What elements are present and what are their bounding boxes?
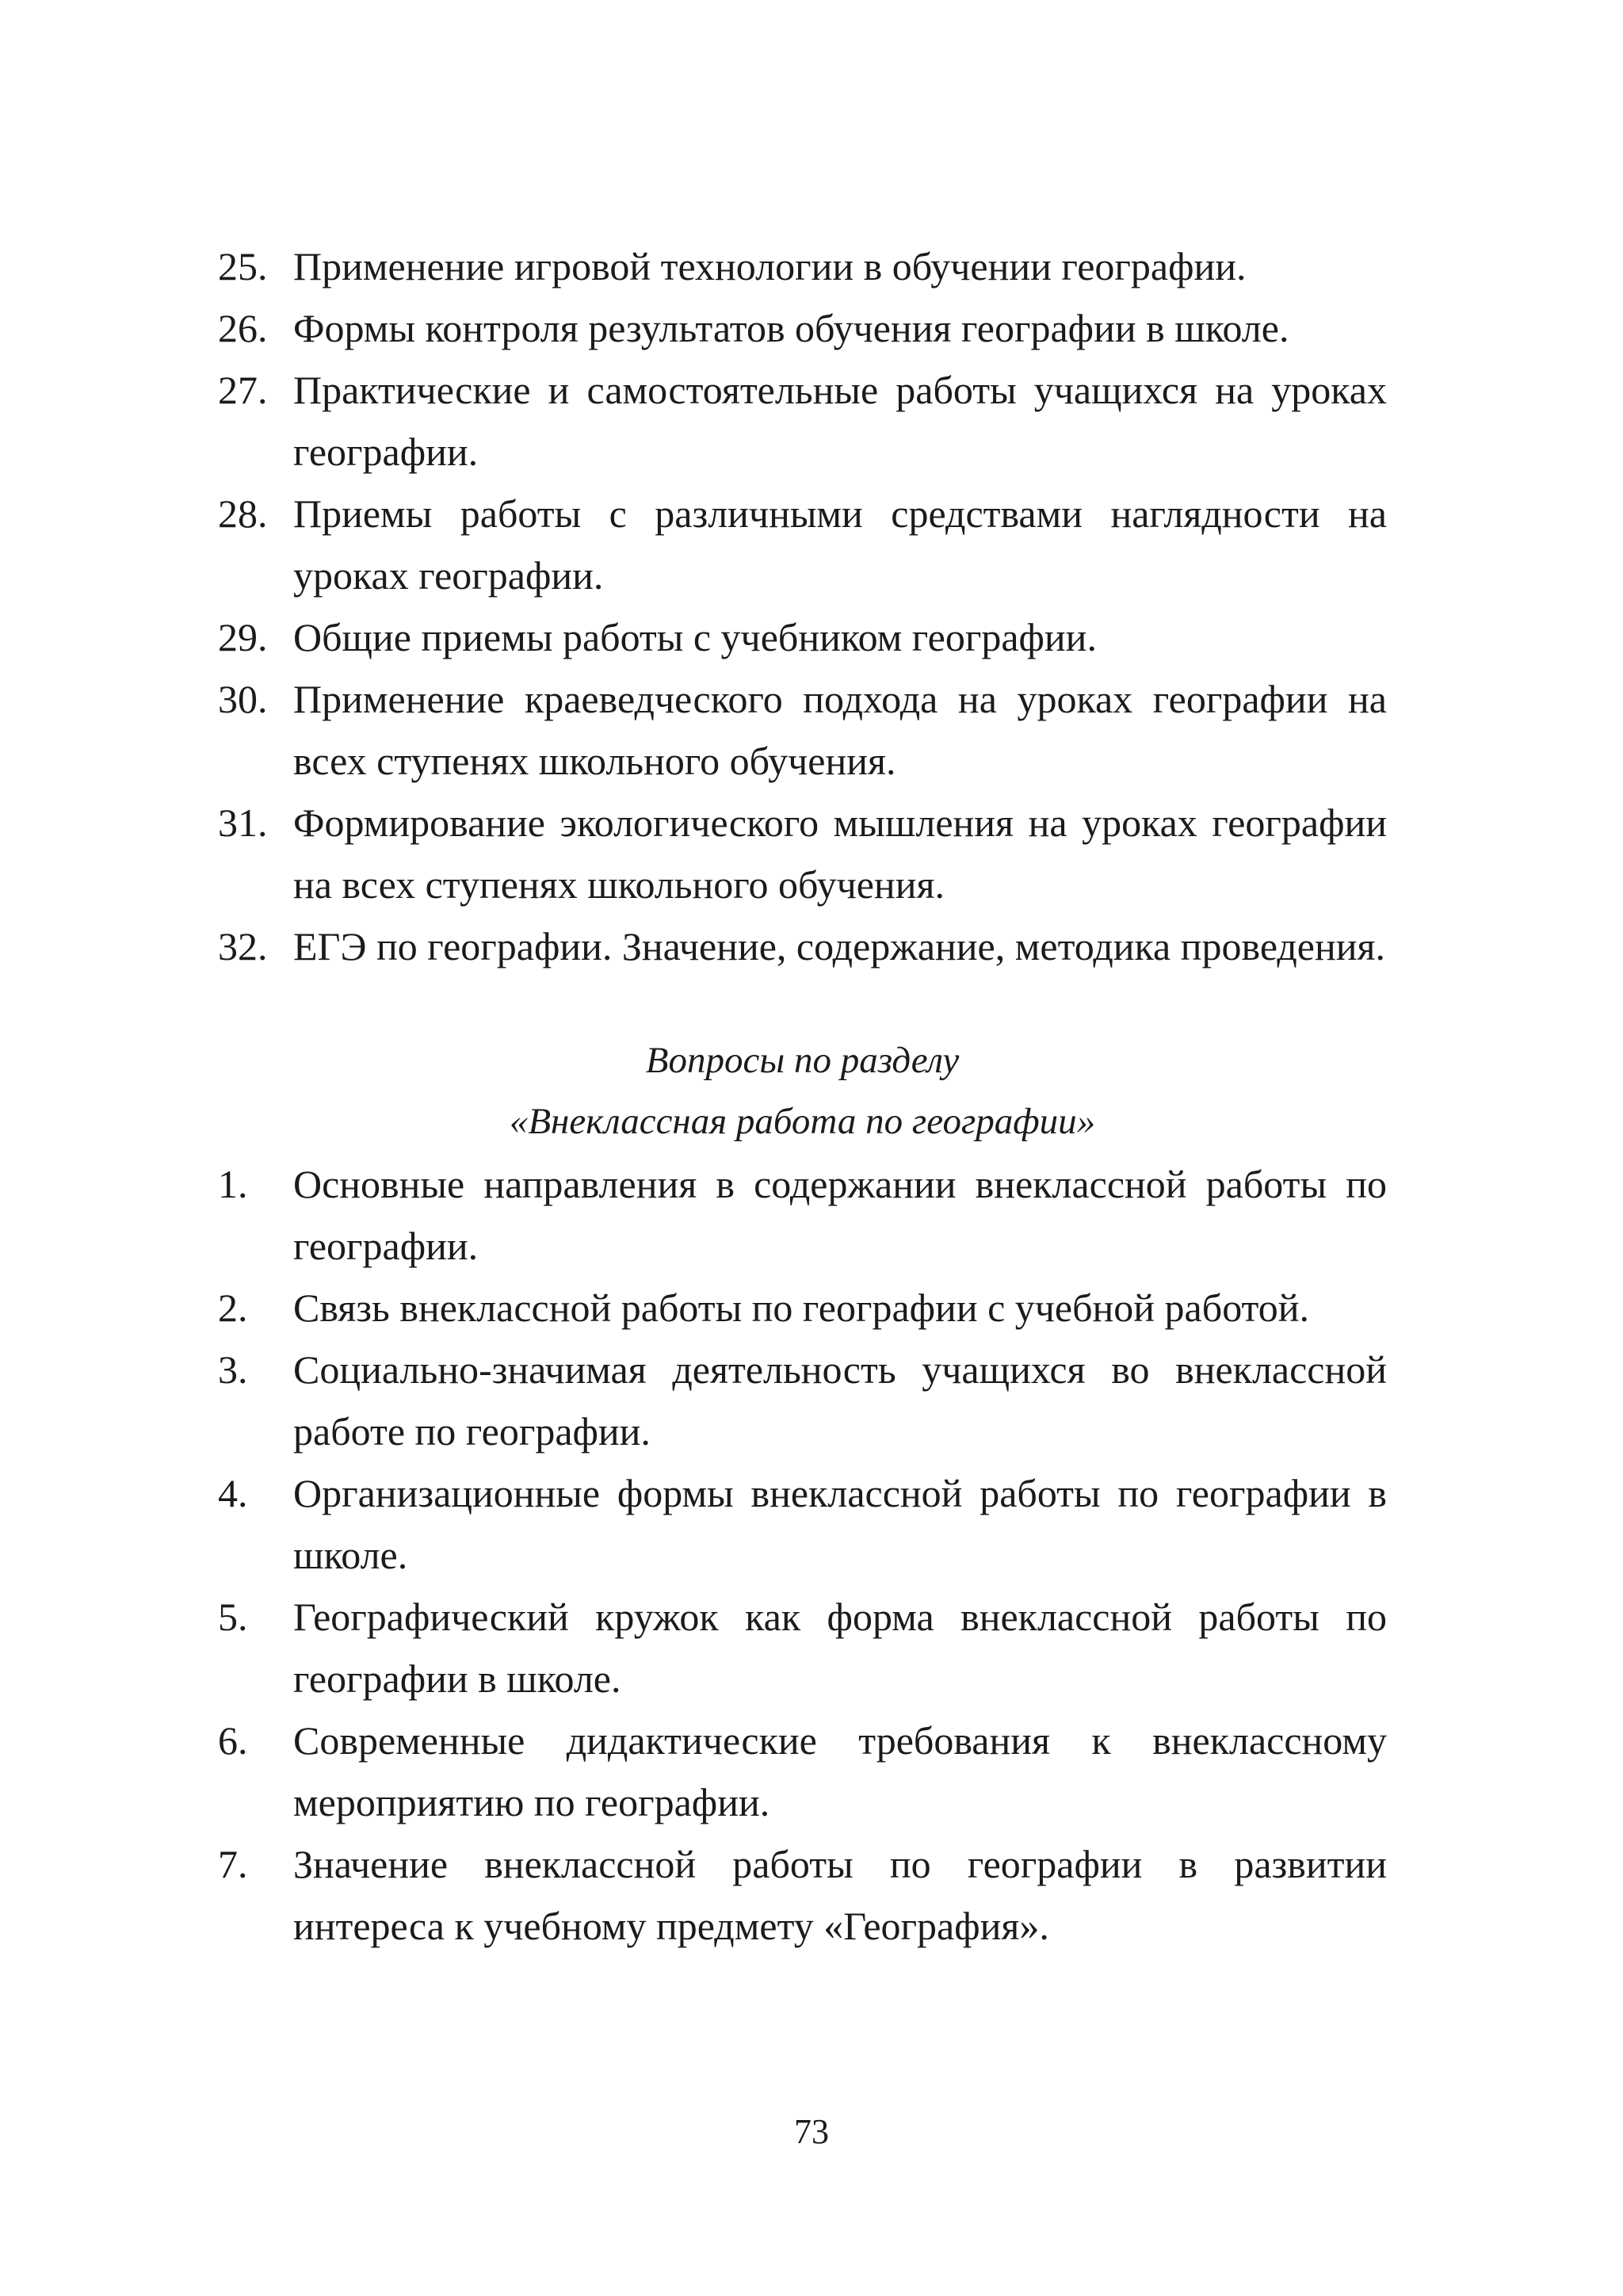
list-item	[218, 1586, 1387, 1710]
item-number: 29.	[218, 615, 268, 659]
item-text: ЕГЭ по географии. Значение, содержание, методика проведения.	[293, 924, 1386, 968]
list-item	[218, 359, 1387, 483]
list-item	[218, 792, 1387, 915]
item-number: 1.	[218, 1162, 248, 1206]
item-number: 27.	[218, 368, 268, 412]
list-item	[218, 235, 1387, 297]
section-heading	[218, 1030, 1387, 1152]
item-text: Географический кружок как форма внеклассной работы по географии в школе.	[293, 1595, 1387, 1701]
list-item	[218, 1462, 1387, 1586]
item-number: 2.	[218, 1286, 248, 1330]
list-item	[218, 1153, 1387, 1277]
item-text: Практические и самостоятельные работы учащихся на уроках географии.	[293, 368, 1387, 474]
list-item	[218, 1833, 1387, 1957]
page-number: 73	[794, 2112, 829, 2151]
item-number: 26.	[218, 306, 268, 350]
list-item	[218, 1277, 1387, 1339]
list-item	[218, 297, 1387, 359]
item-number: 28.	[218, 491, 268, 536]
item-number: 7.	[218, 1842, 248, 1886]
question-list-extracurricular	[218, 1153, 1387, 1957]
question-list-main	[218, 235, 1387, 977]
list-item	[218, 606, 1387, 668]
item-text: Формирование экологического мышления на уроках географии на всех ступенях школьного обучения.	[293, 800, 1387, 907]
list-item	[218, 483, 1387, 606]
item-number: 30.	[218, 677, 268, 721]
item-number: 25.	[218, 244, 268, 288]
list-item	[218, 915, 1387, 977]
item-number: 32.	[218, 924, 268, 968]
item-text: Современные дидактические требования к внеклассному мероприятию по географии.	[293, 1718, 1387, 1824]
item-text: Приемы работы с различными средствами наглядности на уроках географии.	[293, 491, 1387, 598]
item-text: Формы контроля результатов обучения географии в школе.	[293, 306, 1289, 350]
item-number: 3.	[218, 1347, 248, 1392]
item-number: 6.	[218, 1718, 248, 1763]
item-text: Значение внеклассной работы по географии в развитии интереса к учебному предмету «География».	[293, 1842, 1387, 1948]
item-text: Основные направления в содержании внеклассной работы по географии.	[293, 1162, 1387, 1268]
item-text: Применение игровой технологии в обучении географии.	[293, 244, 1247, 288]
list-item	[218, 1710, 1387, 1833]
list-item	[218, 1339, 1387, 1462]
item-text: Связь внеклассной работы по географии с учебной работой.	[293, 1286, 1309, 1330]
item-number: 5.	[218, 1595, 248, 1639]
item-number: 4.	[218, 1471, 248, 1515]
section-heading-line-1: Вопросы по разделу	[645, 1040, 960, 1081]
item-text: Социально-значимая деятельность учащихся во внеклассной работе по географии.	[293, 1347, 1387, 1454]
section-heading-line-2: «Внеклассная работа по географии»	[509, 1101, 1096, 1142]
item-text: Применение краеведческого подхода на уроках географии на всех ступенях школьного обучения.	[293, 677, 1387, 783]
item-number: 31.	[218, 800, 268, 845]
item-text: Общие приемы работы с учебником географии.	[293, 615, 1097, 659]
item-text: Организационные формы внеклассной работы по географии в школе.	[293, 1471, 1387, 1577]
list-item	[218, 668, 1387, 792]
